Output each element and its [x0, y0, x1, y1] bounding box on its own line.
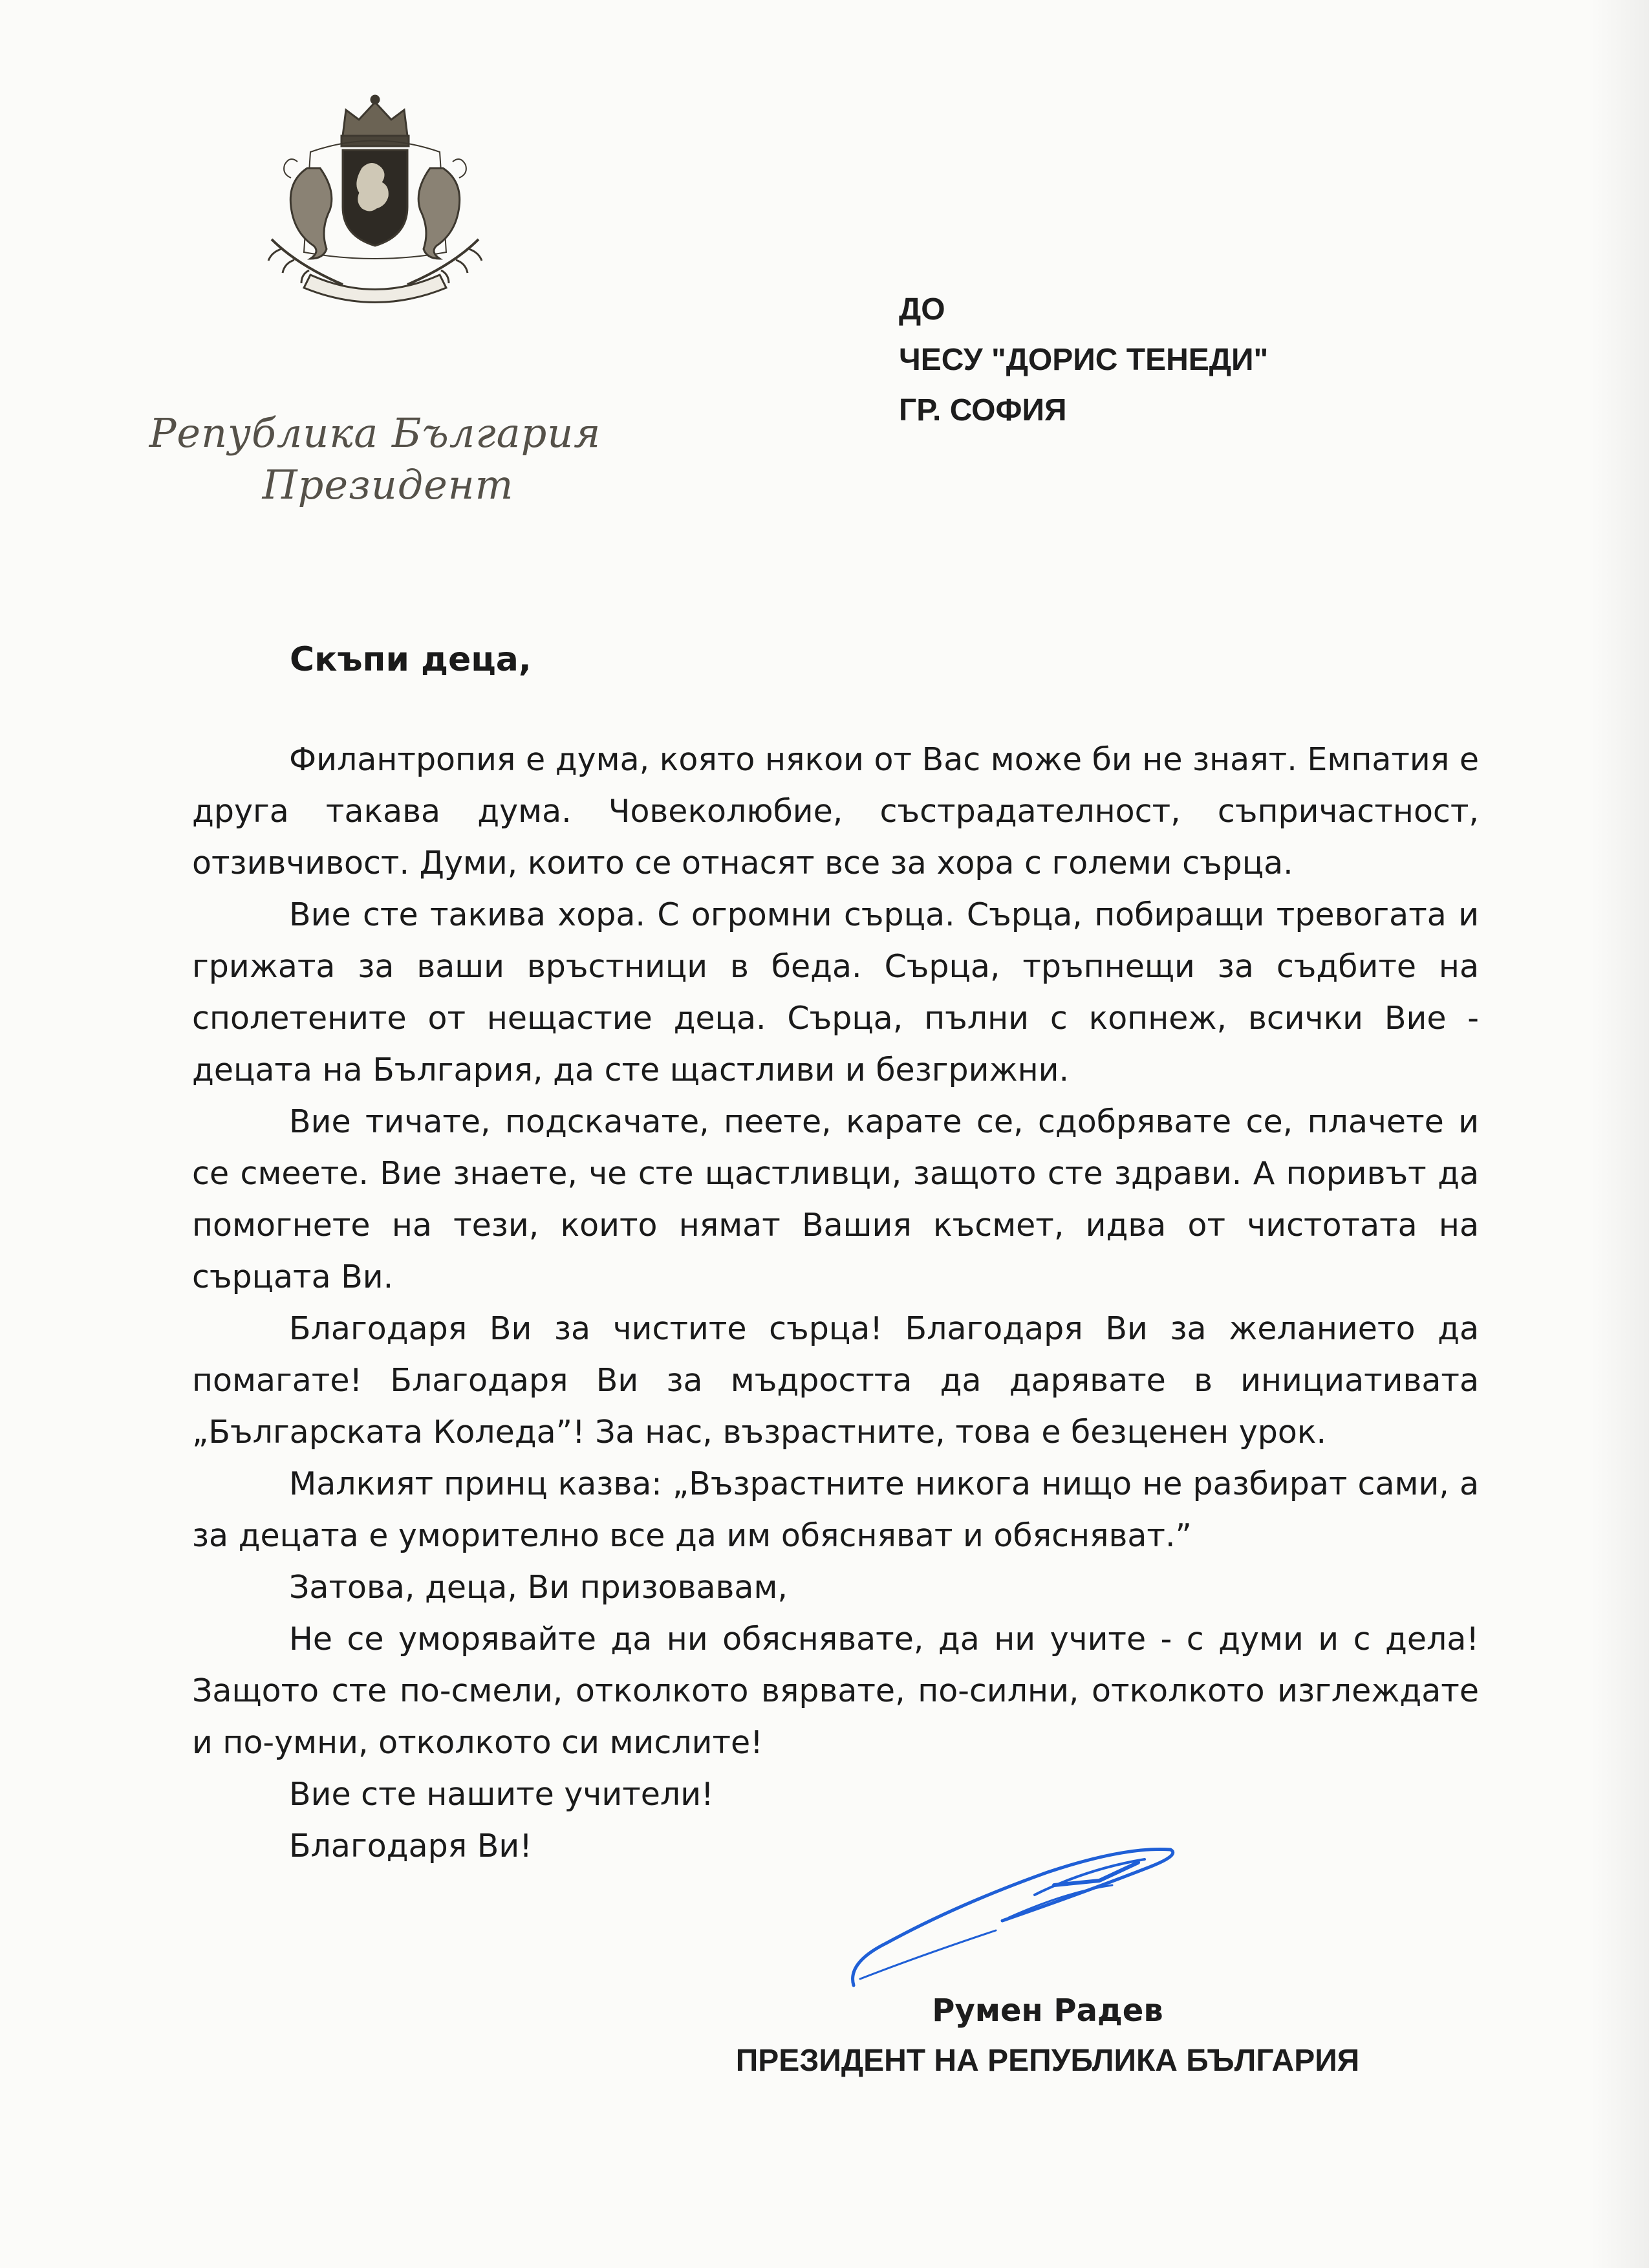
- recipient-block: [899, 285, 1481, 436]
- coat-of-arms-icon: [233, 91, 517, 310]
- signer-name: Румен Радев: [932, 1993, 1163, 2029]
- signer-block: [698, 1985, 1397, 2086]
- paragraph: Не се уморявайте да ни обяснявате, да ни учите - с думи и с дела! Защото сте по-смели, отколкото вярвате, по-силни, отколкото изглеждате и по-умни, отколкото си мислите!: [192, 1621, 1479, 1761]
- letterhead-country: Република България: [149, 409, 601, 457]
- paragraph: Вие сте нашите учители!: [289, 1776, 714, 1813]
- signer-title: ПРЕЗИДЕНТ НА РЕПУБЛИКА БЪЛГАРИЯ: [735, 2044, 1360, 2078]
- letter-body: [192, 734, 1479, 1872]
- paragraph: Вие тичате, подскачате, пеете, карате се, сдобрявате се, плачете и се смеете. Вие знаете, че сте щастливци, защото сте здрави. А поривът да помогнете на тези, които нямат Вашия късмет, идва от чистотата на сърцата Ви.: [192, 1103, 1479, 1295]
- paragraph: Затова, деца, Ви призовавам,: [289, 1569, 788, 1606]
- letterhead-office: Президент: [262, 461, 514, 508]
- paper-edge-shadow: [1591, 0, 1649, 2268]
- paragraph: Благодаря Ви за чистите сърца! Благодаря Ви за желанието да помагате! Благодаря Ви за мъдростта да дарявате в инициативата „Българската Коледа”! За нас, възрастните, това е безценен урок.: [192, 1310, 1479, 1451]
- salutation: Скъпи деца,: [290, 640, 532, 679]
- paragraph: Вие сте такива хора. С огромни сърца. Сърца, побиращи тревогата и грижата за ваши връстници в беда. Сърца, тръпнещи за съдбите на сполетените от нещастие деца. Сърца, пълни с копнеж, всички Вие - децата на България, да сте щастливи и безгрижни.: [192, 896, 1479, 1088]
- handwritten-signature: [841, 1824, 1190, 1992]
- recipient-city: ГР. СОФИЯ: [899, 393, 1067, 427]
- letterhead: [149, 407, 601, 511]
- paragraph: Филантропия е дума, която някои от Вас може би не знаят. Емпатия е друга такава дума. Човеколюбие, състрадателност, съпричастност, отзивчивост. Думи, които се отнасят все за хора с големи сърца.: [192, 741, 1479, 881]
- recipient-organization: ЧЕСУ "ДОРИС ТЕНЕДИ": [899, 343, 1269, 377]
- recipient-to: ДО: [899, 292, 945, 327]
- paragraph: Малкият принц казва: „Възрастните никога нищо не разбират сами, а за децата е уморително все да им обясняват и обясняват.”: [192, 1465, 1479, 1554]
- paragraph: Благодаря Ви!: [289, 1828, 532, 1864]
